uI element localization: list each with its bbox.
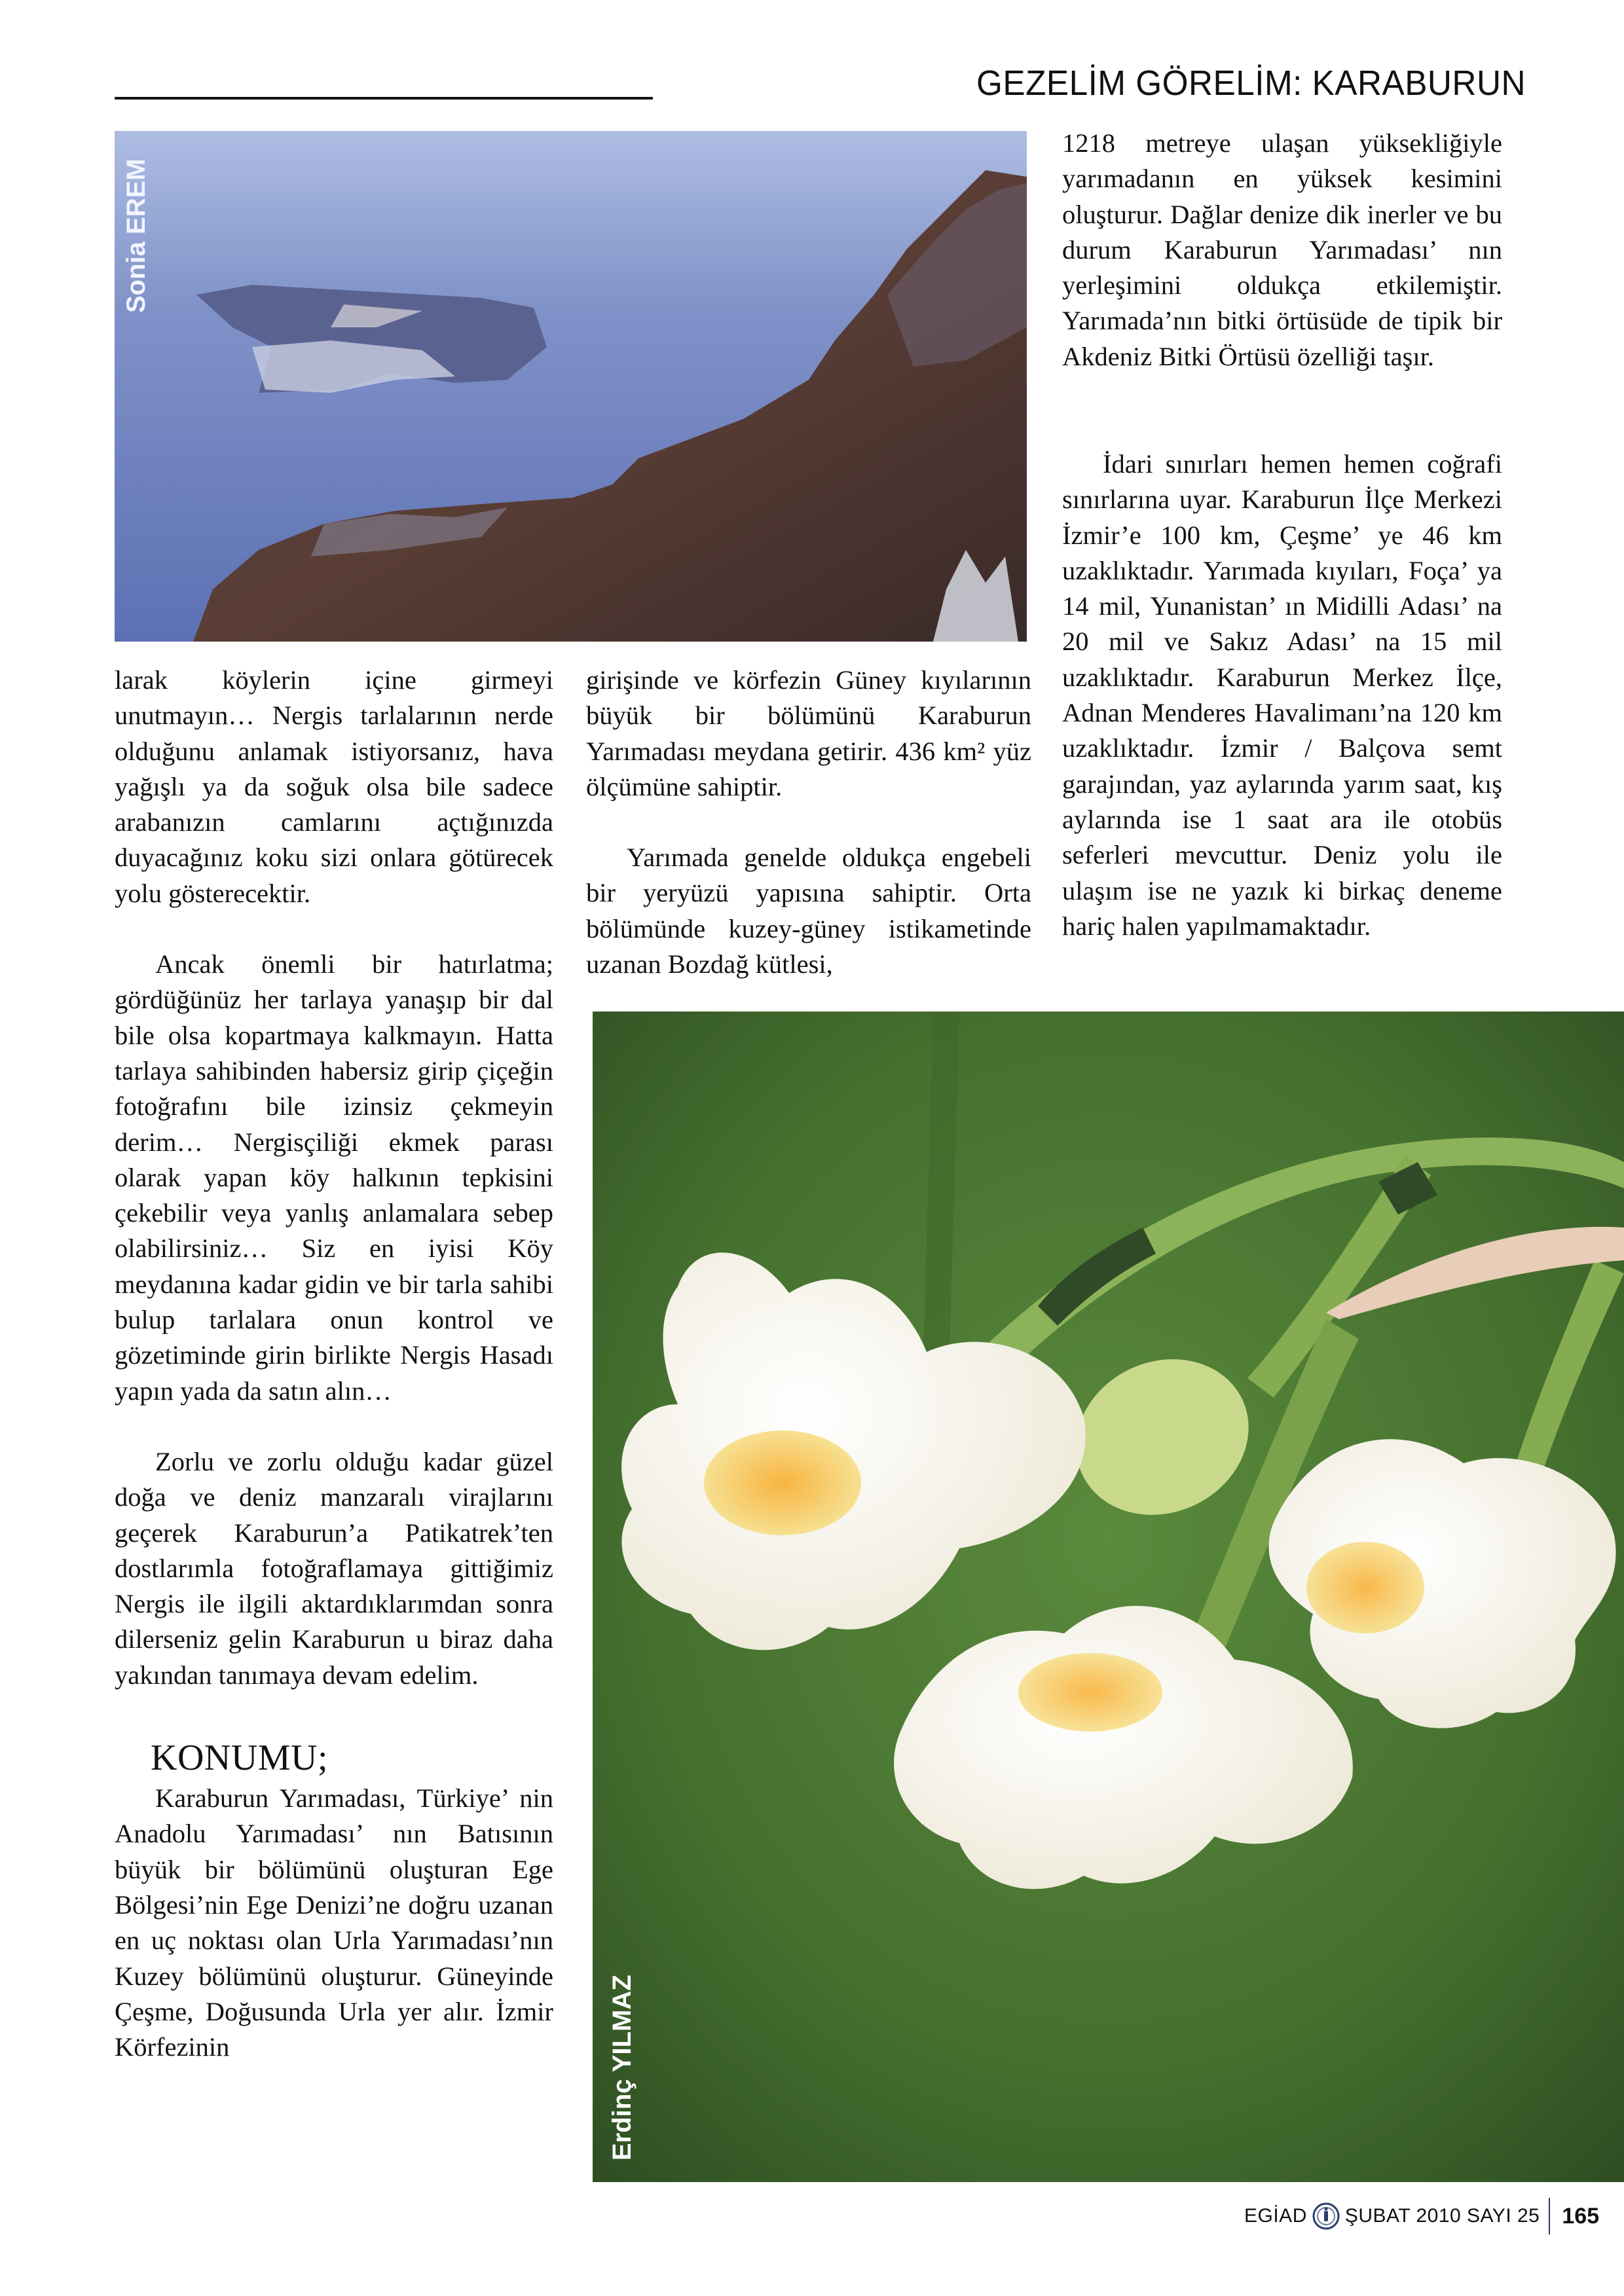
- photo-credit-flower: Erdinç YILMAZ: [608, 1975, 637, 2160]
- header-rule: [115, 97, 653, 100]
- column-right-bottom: [1062, 446, 1502, 944]
- flower-photo-illustration: [593, 1011, 1624, 2182]
- paragraph: Zorlu ve zorlu olduğu kadar güzel doğa ve deniz manzaralı virajlarını geçerek Karaburun’a Patikatrek’ten dostlarımla fotoğraflamaya gittiğimiz Nergis ile ilgili aktardıklarımdan sonra dilerseniz gelin Karaburun u biraz daha yakından tanımaya devam edelim.: [115, 1446, 553, 1690]
- coast-photo: [115, 131, 1027, 642]
- section-title: GEZELİM GÖRELİM: KARABURUN: [976, 64, 1526, 103]
- paragraph-gap: [586, 805, 1031, 840]
- page-number: 165: [1562, 2203, 1600, 2229]
- column-right-top: [1062, 126, 1502, 374]
- flower-corona: [1018, 1653, 1162, 1732]
- footer-divider: [1549, 2198, 1550, 2234]
- footer-brand: EGİAD: [1244, 2205, 1307, 2227]
- flower-corona: [1306, 1542, 1424, 1633]
- paragraph-gap: [115, 911, 553, 947]
- coast-photo-illustration: [115, 131, 1027, 642]
- paragraph: Karaburun Yarımadası, Türkiye’ nin Anadolu Yarımadası’ nın Batısının büyük bir bölümünü oluşturan Ege Bölgesi’nin Ege Denizi’ne doğru uzanan en uç noktası olan Urla Yarımadası’nın Kuzey bölümünü oluşturur. Güneyinde Çeşme, Doğusunda Urla yer alır. İzmir Körfezinin: [115, 1783, 553, 2062]
- paragraph: Ancak önemli bir hatırlatma; gördüğünüz her tarlaya yanaşıp bir dal bile olsa kopartmaya kalkmayın. Hatta tarlaya sahibinden habersiz girip çiçeğin fotoğrafını bile izinsiz çekmeyin derim… Nergisçiliği ekmek parası olarak yapan köy halkının tepkisini çekebilir veya yanlış anlamalara sebep olabilirsiniz… Siz en iyisi Köy meydanına kadar gidin ve bir tarla sahibi bulup tarlalara onun kontrol ve gözetiminde girin birlikte Nergis Hasadı yapın yada da satın alın…: [115, 949, 553, 1406]
- page-footer: [1244, 2193, 1599, 2239]
- paragraph: Yarımada genelde oldukça engebeli bir yeryüzü yapısına sahiptir. Orta bölümünde kuzey-güney istikametinde uzanan Bozdağ kütlesi,: [586, 843, 1031, 979]
- paragraph-gap: [115, 1693, 553, 1728]
- paragraph: larak köylerin içine girmeyi unutmayın… Nergis tarlalarının nerde olduğunu anlamak istiyorsanız, hava yağışlı ya da soğuk olsa bile sadece arabanızın camlarını açtığınızda duyacağınız koku sizi onlara götürecek yolu gösterecektir.: [115, 665, 553, 908]
- photo-credit-coast: Sonia EREM: [122, 158, 151, 313]
- flower-corona: [704, 1430, 861, 1535]
- egiad-logo-icon: [1312, 2202, 1340, 2230]
- column-left: [115, 663, 553, 2065]
- paragraph-gap: [115, 1409, 553, 1444]
- footer-issue: ŞUBAT 2010 SAYI 25: [1344, 2205, 1540, 2227]
- flower-photo: [593, 1011, 1624, 2182]
- paragraph: 1218 metreye ulaşan yüksekliğiyle yarımadanın en yüksek kesimini oluşturur. Dağlar denize dik inerler ve bu durum Karaburun Yarımadası’ nın yerleşimini oldukça etkilemiştir. Yarımada’nın bitki örtüsüde de tipik bir Akdeniz Bitki Örtüsü özelliği taşır.: [1062, 128, 1502, 371]
- paragraph: İdari sınırları hemen hemen coğrafi sınırlarına uyar. Karaburun İlçe Merkezi İzmir’e 100 km, Çeşme’ ye 46 km uzaklıktadır. Yarımada kıyıları, Foça’ ya 14 mil, Yunanistan’ ın Midilli Adası’ na 20 mil ve Sakız Adası’ na 15 mil uzaklıktadır. Karaburun Merkez İlçe, Adnan Menderes Havalimanı’na 120 km uzaklıktadır. İzmir / Balçova semt garajından, yaz aylarında yarım saat, kış aylarında ise 1 saat ara ile otobüs seferleri mevcuttur. Deniz yolu ile ulaşım ise ne yazık ki birkaç deneme hariç halen yapılmamaktadır.: [1062, 449, 1502, 941]
- column-middle: [586, 663, 1031, 982]
- paragraph: girişinde ve körfezin Güney kıyılarının büyük bir bölümünü Karaburun Yarımadası meydana getirir. 436 km² yüz ölçümüne sahiptir.: [586, 665, 1031, 801]
- subheading-konumu: KONUMU;: [151, 1738, 329, 1779]
